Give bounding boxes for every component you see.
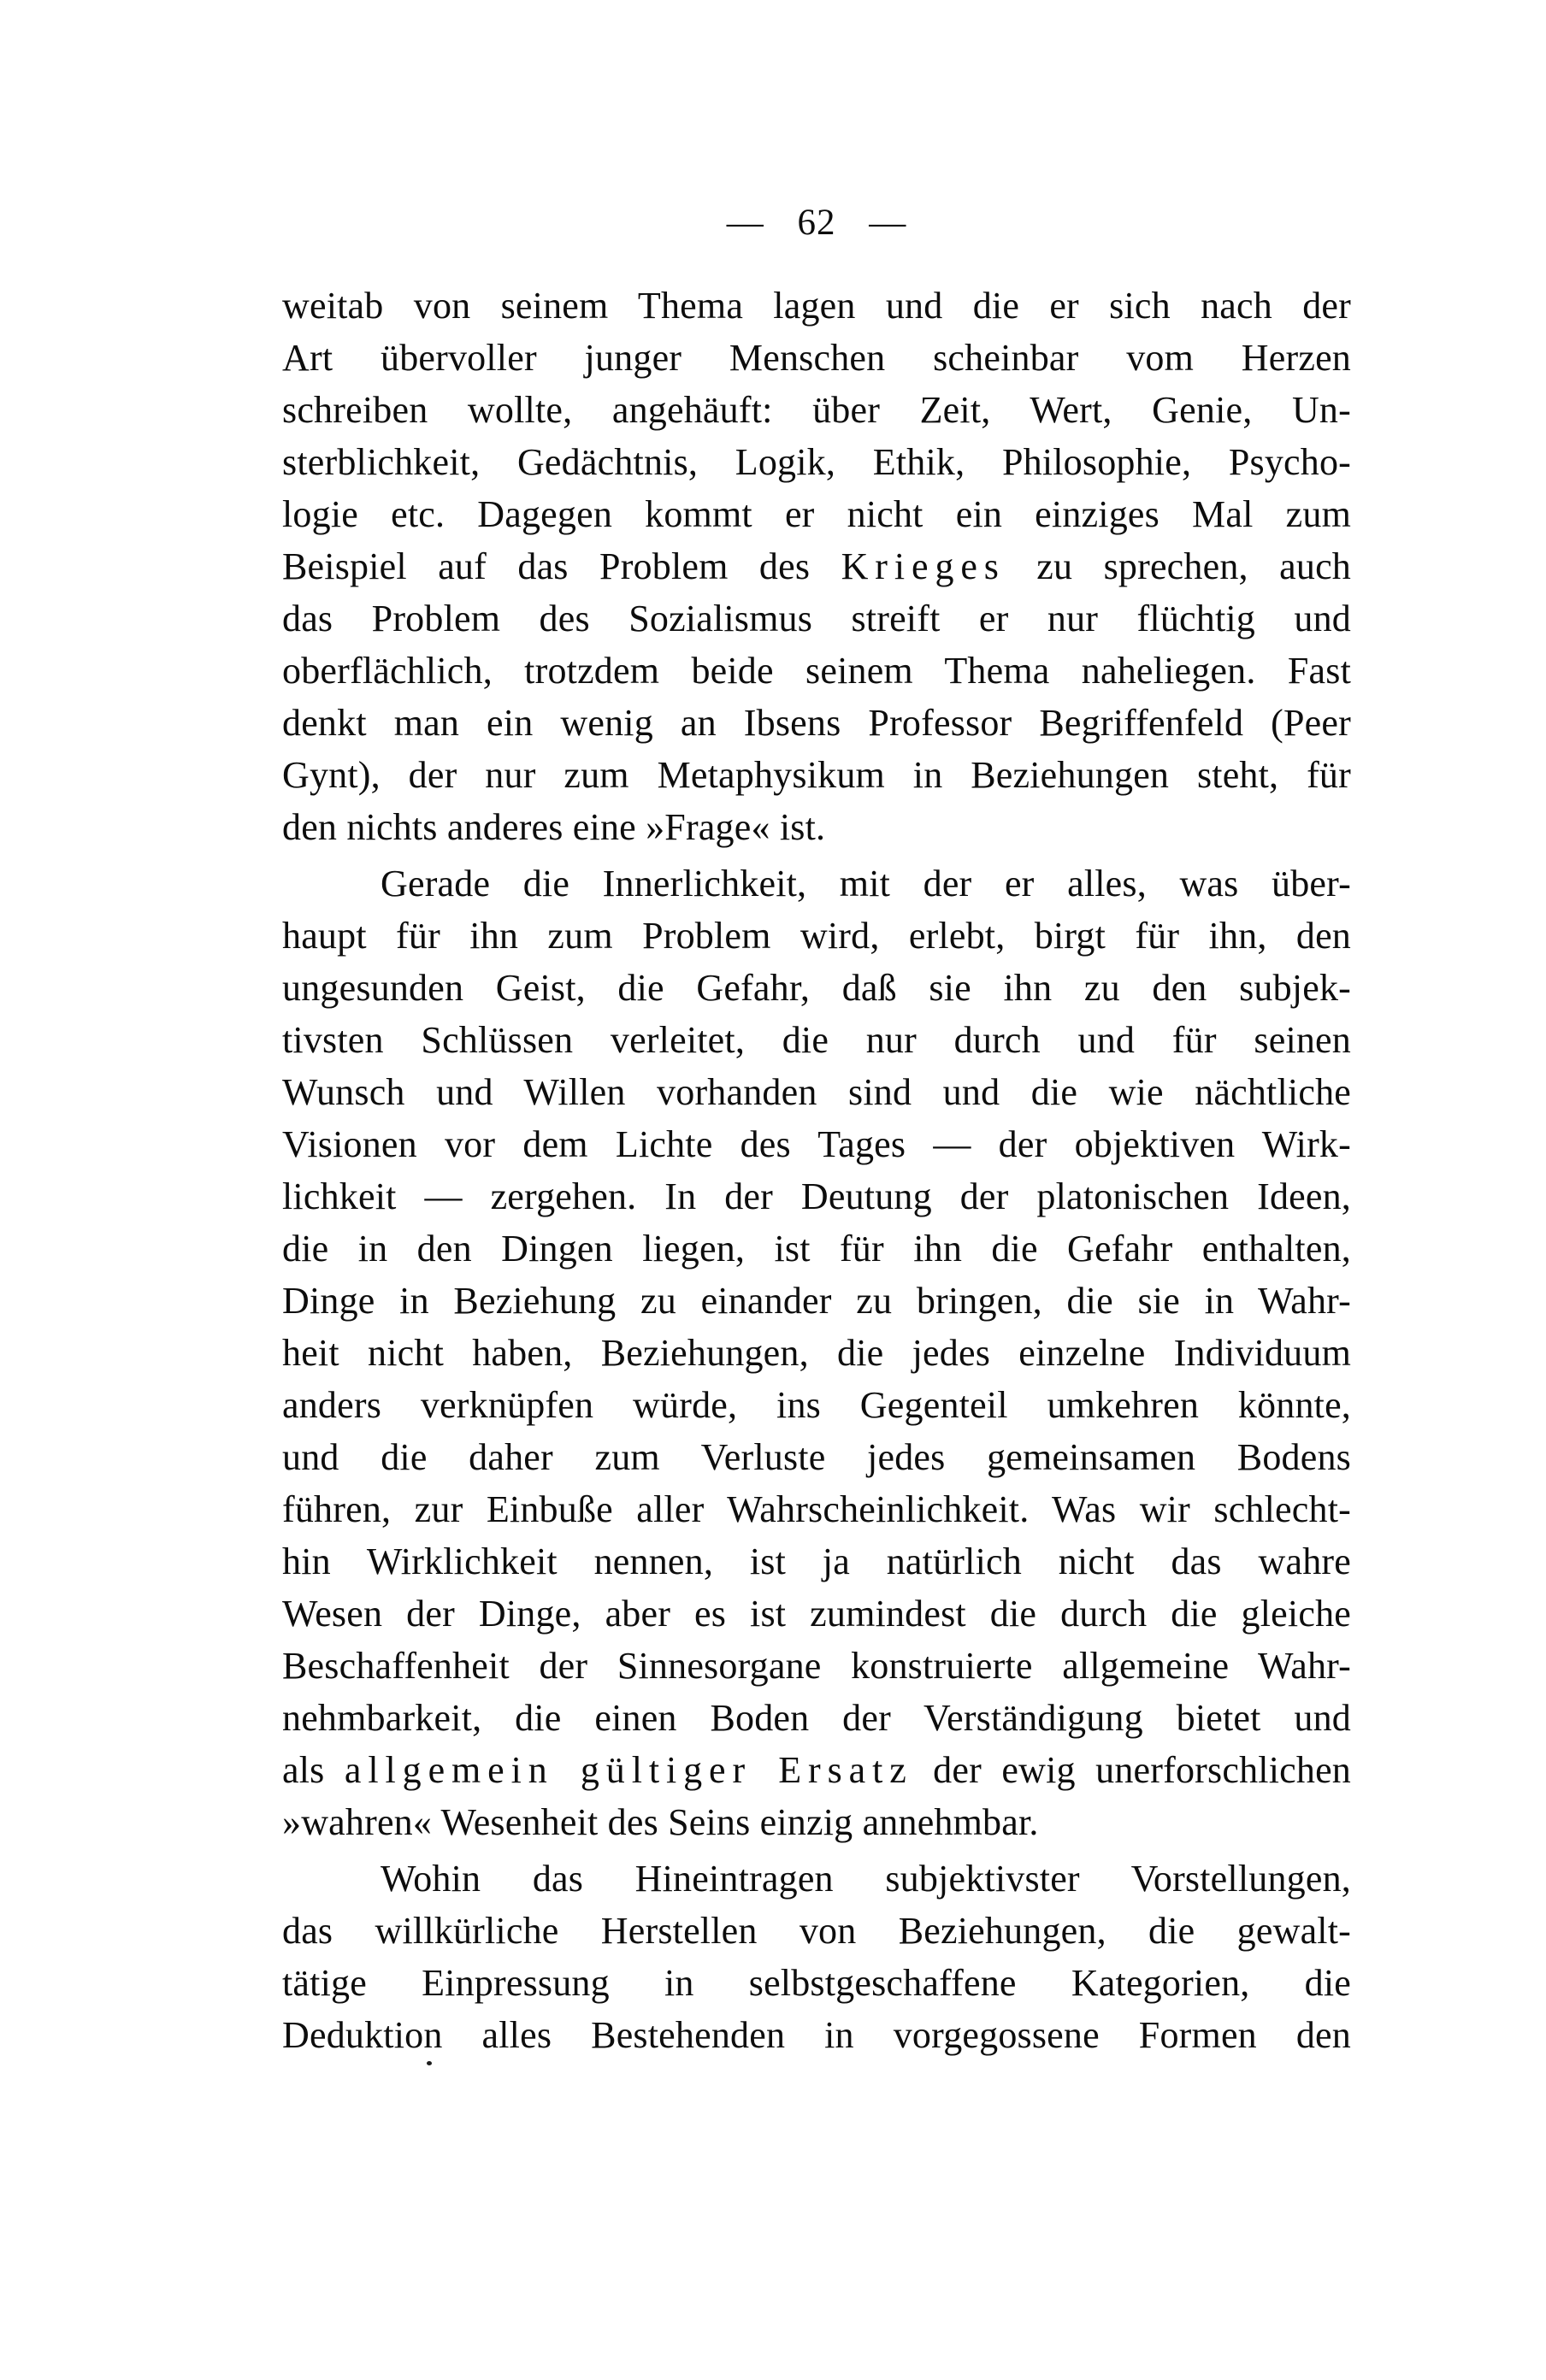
text-line xyxy=(282,749,1351,801)
text-segment: nehmbarkeit, die einen Boden der Verständigung bietet und xyxy=(282,1697,1351,1739)
text-line xyxy=(282,1588,1351,1640)
text-segment: denkt man ein wenig an Ibsens Professor Begriffenfeld (Peer xyxy=(282,702,1351,744)
text-line xyxy=(282,2009,1351,2061)
paragraph xyxy=(282,1853,1351,2061)
text-segment: als xyxy=(282,1749,345,1791)
text-segment: Dinge in Beziehung zu einander zu bringen, die sie in Wahr- xyxy=(282,1280,1351,1322)
text-line xyxy=(282,1796,1351,1848)
text-segment: Beispiel auf das Problem des xyxy=(282,545,841,587)
text-line xyxy=(282,1014,1351,1066)
page-number: — 62 — xyxy=(726,203,907,243)
text-line xyxy=(282,332,1351,384)
text-segment: das willkürliche Herstellen von Beziehungen, die gewalt- xyxy=(282,1910,1351,1952)
text-segment: Visionen vor dem Lichte des Tages — der objektiven Wirk- xyxy=(282,1123,1351,1165)
text-line xyxy=(282,1853,1351,1905)
text-segment: tätige Einpressung in selbstgeschaffene Kategorien, die xyxy=(282,1962,1351,2004)
text-segment: und die daher zum Verluste jedes gemeinsamen Bodens xyxy=(282,1436,1351,1478)
text-line xyxy=(282,1640,1351,1692)
ink-speck xyxy=(427,2061,432,2065)
text-segment: der ewig unerforschlichen xyxy=(912,1749,1351,1791)
text-line xyxy=(282,910,1351,962)
letterspaced-text: Krieges xyxy=(841,545,1006,587)
text-line xyxy=(282,592,1351,645)
text-line xyxy=(282,962,1351,1014)
text-line xyxy=(282,1066,1351,1118)
text-segment: Beschaffenheit der Sinnesorgane konstruierte allgemeine Wahr- xyxy=(282,1645,1351,1687)
page-text xyxy=(282,280,1351,2061)
text-segment: Art übervoller junger Menschen scheinbar vom Herzen xyxy=(282,337,1351,379)
text-line xyxy=(282,1431,1351,1483)
text-line xyxy=(282,1692,1351,1744)
text-line xyxy=(282,1957,1351,2009)
text-segment: zu sprechen, auch xyxy=(1005,545,1351,587)
text-segment: führen, zur Einbuße aller Wahrscheinlichkeit. Was wir schlecht- xyxy=(282,1488,1351,1530)
text-line xyxy=(282,801,1351,853)
paragraph xyxy=(282,280,1351,853)
text-line xyxy=(282,1379,1351,1431)
text-line xyxy=(282,1118,1351,1170)
text-segment: Wohin das Hineintragen subjektivster Vorstellungen, xyxy=(381,1858,1351,1900)
text-segment: das Problem des Sozialismus streift er nur flüchtig und xyxy=(282,598,1351,639)
text-line xyxy=(282,1170,1351,1222)
text-line xyxy=(282,697,1351,749)
text-segment: haupt für ihn zum Problem wird, erlebt, birgt für ihn, den xyxy=(282,915,1351,957)
text-segment: oberflächlich, trotzdem beide seinem Thema naheliegen. Fast xyxy=(282,650,1351,692)
text-line xyxy=(282,540,1351,592)
text-segment: den nichts anderes eine »Frage« ist. xyxy=(282,806,826,848)
text-segment: Deduktion alles Bestehenden in vorgegossene Formen den xyxy=(282,2014,1351,2056)
text-line xyxy=(282,1275,1351,1327)
text-line xyxy=(282,857,1351,910)
text-segment: Wunsch und Willen vorhanden sind und die wie nächtliche xyxy=(282,1071,1351,1113)
text-segment: Gerade die Innerlichkeit, mit der er alles, was über- xyxy=(381,863,1351,904)
text-segment: Wesen der Dinge, aber es ist zumindest die durch die gleiche xyxy=(282,1593,1351,1635)
text-segment: schreiben wollte, angehäuft: über Zeit, Wert, Genie, Un- xyxy=(282,389,1351,431)
text-segment: logie etc. Dagegen kommt er nicht ein einziges Mal zum xyxy=(282,493,1351,535)
paragraph xyxy=(282,857,1351,1848)
text-line xyxy=(282,1905,1351,1957)
text-segment: ungesunden Geist, die Gefahr, daß sie ihn zu den subjek- xyxy=(282,967,1351,1009)
text-line xyxy=(282,384,1351,436)
text-line xyxy=(282,1744,1351,1796)
letterspaced-text: allgemein gültiger Ersatz xyxy=(344,1749,913,1791)
text-segment: hin Wirklichkeit nennen, ist ja natürlich nicht das wahre xyxy=(282,1541,1351,1582)
text-segment: sterblichkeit, Gedächtnis, Logik, Ethik, Philosophie, Psycho- xyxy=(282,441,1351,483)
text-segment: lichkeit — zergehen. In der Deutung der platonischen Ideen, xyxy=(282,1175,1351,1217)
text-segment: »wahren« Wesenheit des Seins einzig annehmbar. xyxy=(282,1801,1039,1843)
text-segment: die in den Dingen liegen, ist für ihn die Gefahr enthalten, xyxy=(282,1228,1351,1270)
text-segment: weitab von seinem Thema lagen und die er sich nach der xyxy=(282,285,1351,327)
text-line xyxy=(282,1327,1351,1379)
text-segment: tivsten Schlüssen verleitet, die nur durch und für seinen xyxy=(282,1019,1351,1061)
text-line xyxy=(282,645,1351,697)
text-segment: heit nicht haben, Beziehungen, die jedes einzelne Individuum xyxy=(282,1332,1351,1374)
text-line xyxy=(282,488,1351,540)
text-line xyxy=(282,280,1351,332)
text-segment: anders verknüpfen würde, ins Gegenteil umkehren könnte, xyxy=(282,1384,1351,1426)
text-line xyxy=(282,1222,1351,1275)
text-line xyxy=(282,436,1351,488)
text-segment: Gynt), der nur zum Metaphysikum in Beziehungen steht, für xyxy=(282,754,1351,796)
text-line xyxy=(282,1535,1351,1588)
text-line xyxy=(282,1483,1351,1535)
